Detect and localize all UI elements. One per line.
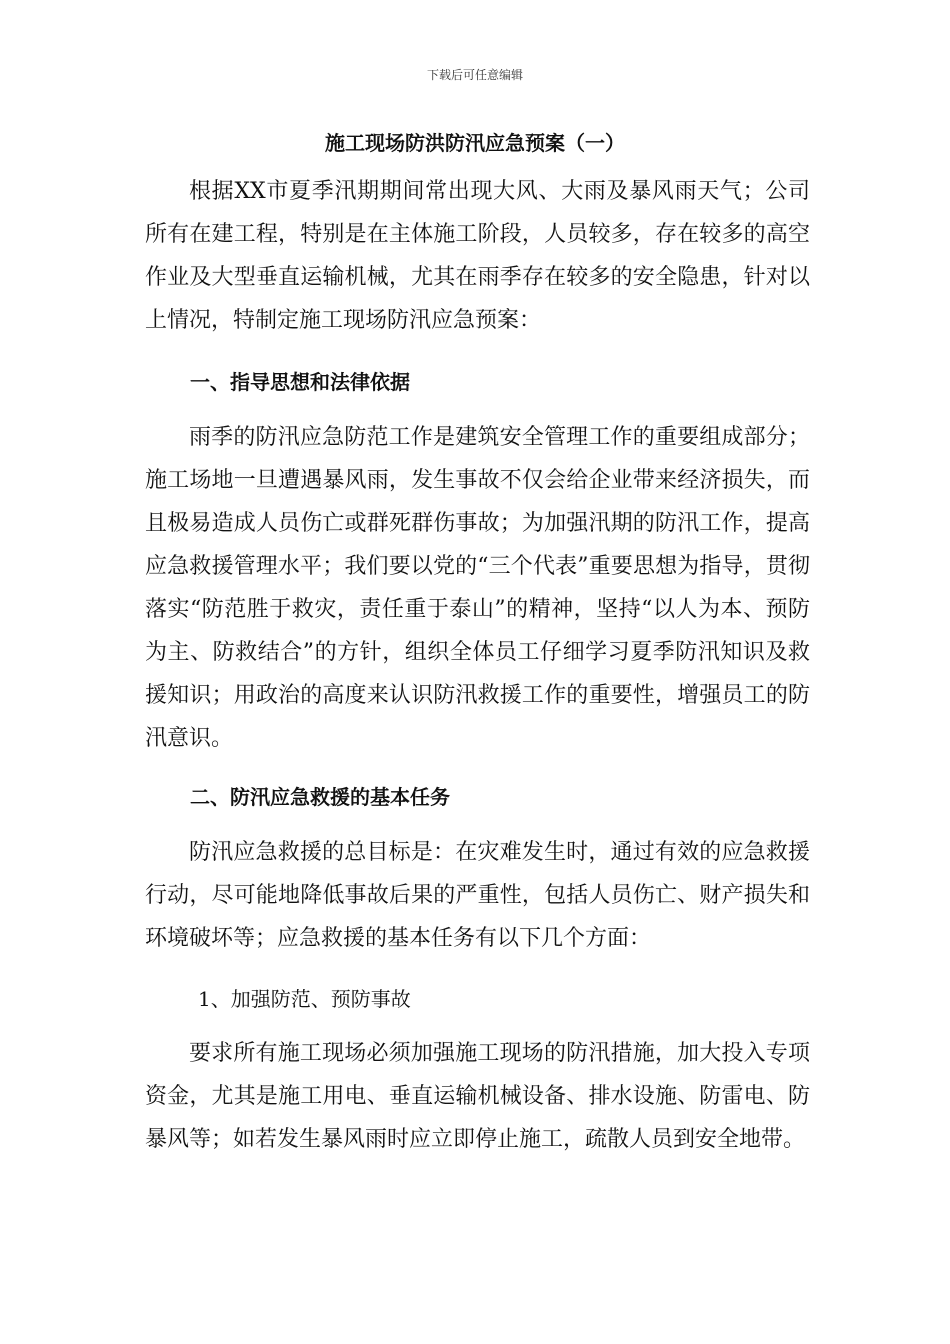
section2-heading: 二、防汛应急救援的基本任务 xyxy=(190,785,450,809)
document-title: 施工现场防洪防汛应急预案（一） xyxy=(325,131,625,155)
section1-heading: 一、指导思想和法律依据 xyxy=(190,370,410,394)
list-item-1-label: 1、加强防范、预防事故 xyxy=(198,987,411,1011)
list-item-1-paragraph: 要求所有施工现场必须加强施工现场的防汛措施，加大投入专项资金，尤其是施工用电、垂直运输机械设备、排水设施、防雷电、防暴风等；如若发生暴风雨时应立即停止施工，疏散人员到安全地带。 xyxy=(145,1041,810,1152)
intro-paragraph: 根据XX市夏季汛期期间常出现大风、大雨及暴风雨天气；公司所有在建工程，特别是在主体施工阶段，人员较多，存在较多的高空作业及大型垂直运输机械，尤其在雨季存在较多的安全隐患，针对以上情况，特制定施工现场防汛应急预案： xyxy=(145,179,810,333)
header-note: 下载后可任意编辑 xyxy=(426,68,523,82)
section1-paragraph: 雨季的防汛应急防范工作是建筑安全管理工作的重要组成部分；施工场地一旦遭遇暴风雨，发生事故不仅会给企业带来经济损失，而且极易造成人员伤亡或群死群伤事故；为加强汛期的防汛工作，提高应急救援管理水平；我们要以党的“三个代表”重要思想为指导，贯彻落实“防范胜于救灾，责任重于泰山”的精神，坚持“以人为本、预防为主、防救结合”的方针，组织全体员工仔细学习夏季防汛知识及救援知识；用政治的高度来认识防汛救援工作的重要性，增强员工的防汛意识。 xyxy=(145,425,810,751)
section2-paragraph: 防汛应急救援的总目标是：在灾难发生时，通过有效的应急救援行动，尽可能地降低事故后果的严重性，包括人员伤亡、财产损失和环境破坏等；应急救援的基本任务有以下几个方面： xyxy=(145,840,810,951)
